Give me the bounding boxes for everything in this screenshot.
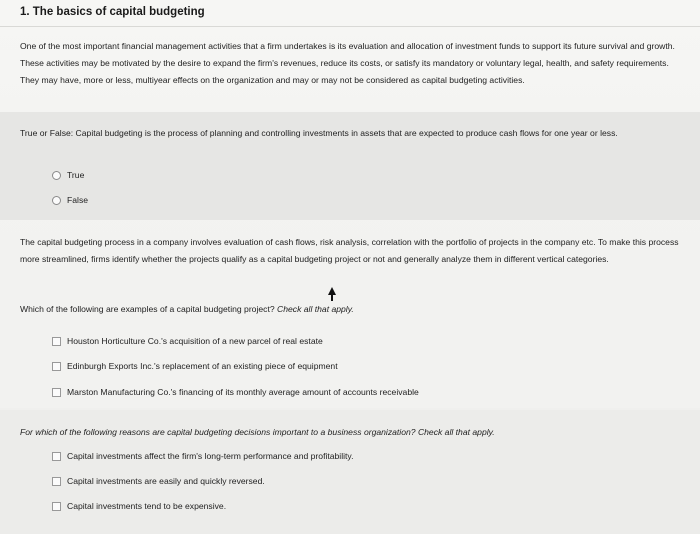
checkbox[interactable] [52,502,61,511]
mouse-cursor-icon [326,286,338,302]
option-long-term-performance[interactable] [52,451,353,461]
option-true[interactable] [52,170,84,180]
question-3-prompt [20,424,688,441]
option-houston-horticulture[interactable] [52,336,323,346]
option-label: Capital investments tend to be expensive. [67,501,227,511]
option-marston-manufacturing[interactable] [52,387,419,397]
checkbox[interactable] [52,388,61,397]
process-paragraph: The capital budgeting process in a company involves evaluation of cash flows, risk analysis, correlation with the portfolio of projects in the company etc. To make this process more streamlined, firms identify whether the projects qualify as a capital budgeting project or not and generally analyze them in different vertical categories. [20,237,679,264]
radio-button[interactable] [52,171,61,180]
question-2-prompt [20,301,688,318]
option-label: Capital investments are easily and quickly reversed. [67,476,265,486]
option-label: Marston Manufacturing Co.'s financing of its monthly average amount of accounts receivable [67,387,419,397]
option-false[interactable] [52,195,88,205]
checkbox[interactable] [52,362,61,371]
intro-paragraph: One of the most important financial management activities that a firm undertakes is its evaluation and allocation of investment funds to support its future survival and growth. These activities may be motivated by the desire to expand the firm's revenues, reduce its costs, or satisfy its mandatory or voluntary legal, health, and safety requirements. They may have, more or less, multiyear effects on the organization and may or may not be considered as capital budgeting activities. [20,41,675,85]
question-3-hint: Check all that apply. [417,427,495,437]
checkbox[interactable] [52,452,61,461]
option-expensive[interactable] [52,501,226,511]
option-label: Capital investments affect the firm's long-term performance and profitability. [67,451,354,461]
checkbox[interactable] [52,337,61,346]
question-1-prompt: True or False: Capital budgeting is the process of planning and controlling investments in assets that are expected to produce cash flows for one year or less. [20,128,618,138]
option-label: Edinburgh Exports Inc.'s replacement of an existing piece of equipment [67,361,338,371]
option-label: False [67,195,89,205]
question-2-hint: Check all that apply. [277,304,354,314]
question-3-text: For which of the following reasons are capital budgeting decisions important to a business organization? [20,427,416,437]
question-2-text: Which of the following are examples of a capital budgeting project? [20,304,275,314]
checkbox[interactable] [52,477,61,486]
option-label: True [67,170,85,180]
option-easily-reversed[interactable] [52,476,265,486]
option-label: Houston Horticulture Co.'s acquisition of a new parcel of real estate [67,336,323,346]
radio-button[interactable] [52,196,61,205]
option-edinburgh-exports[interactable] [52,361,338,371]
page-title: 1. The basics of capital budgeting [20,6,205,18]
title-divider [0,26,700,27]
